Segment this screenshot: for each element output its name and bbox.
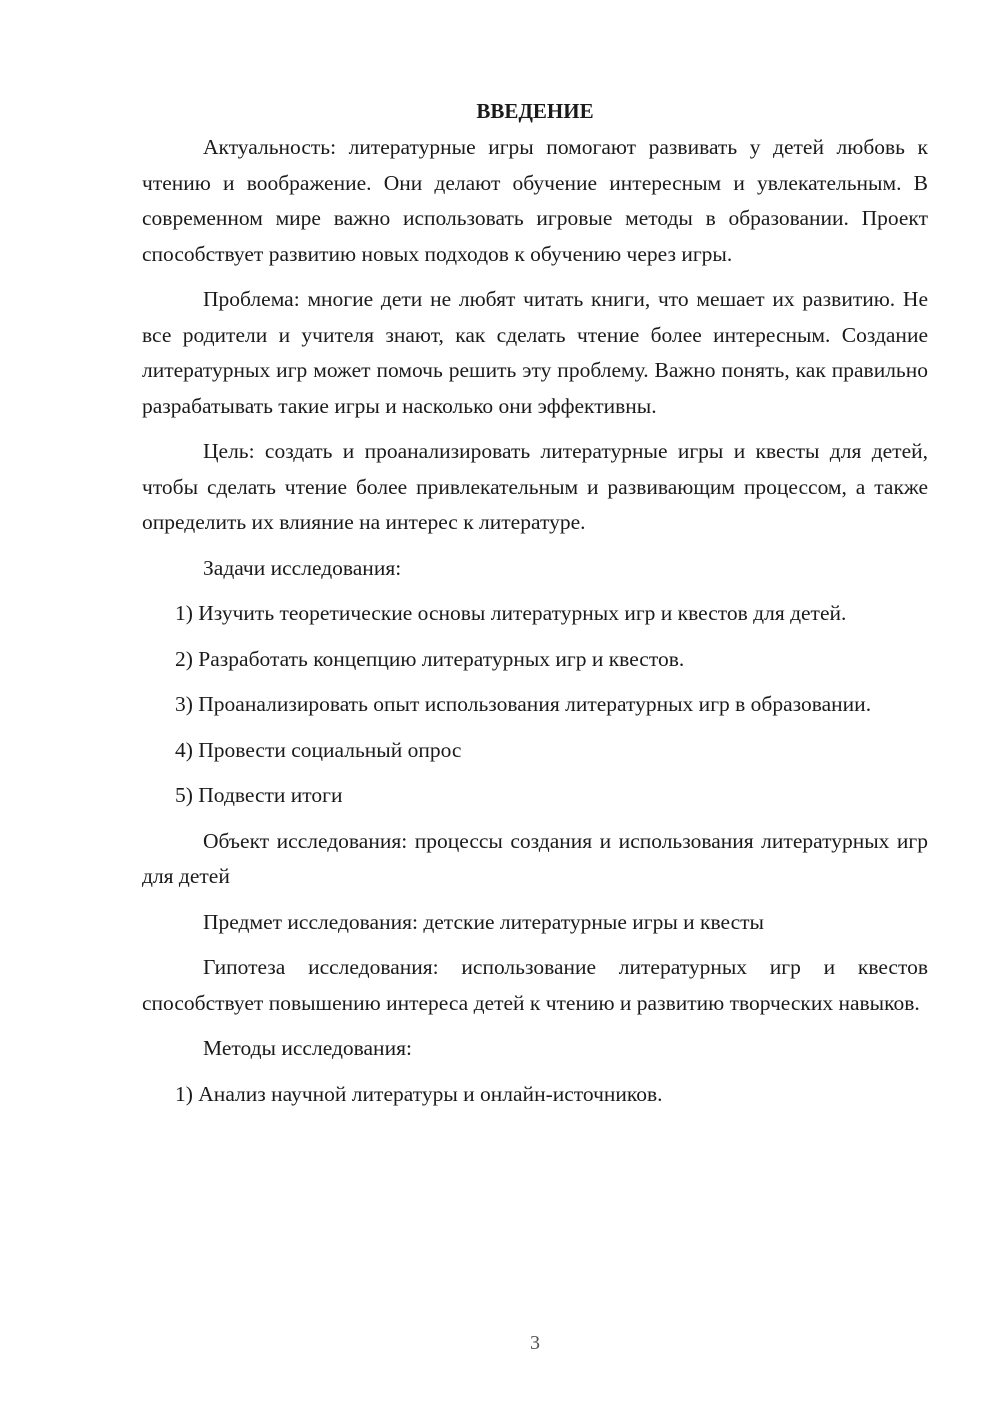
paragraph-goal: Цель: создать и проанализировать литературные игры и квесты для детей, чтобы сделать чтение более привлекательным и развивающим процессом, а также определить их влияние на интерес к литературе. [142, 439, 928, 534]
paragraph-relevance: Актуальность: литературные игры помогают развивать у детей любовь к чтению и воображение. Они делают обучение интересным и увлекательным. В современном мире важно использовать игровые методы в образовании. Проект способствует развитию новых подходов к обучению через игры. [142, 135, 928, 266]
task-item-4: 4) Провести социальный опрос [175, 737, 462, 762]
method-item-1: 1) Анализ научной литературы и онлайн-источников. [175, 1081, 663, 1106]
paragraph-subject: Предмет исследования: детские литературные игры и квесты [203, 909, 764, 934]
task-item-2: 2) Разработать концепцию литературных игр и квестов. [175, 646, 685, 671]
paragraph-problem: Проблема: многие дети не любят читать книги, что мешает их развитию. Не все родители и учителя знают, как сделать чтение более интересным. Создание литературных игр может помочь решить эту проблему. Важно понять, как правильно разрабатывать такие игры и насколько они эффективны. [142, 287, 928, 418]
task-item-5: 5) Подвести итоги [175, 783, 343, 807]
page-number: 3 [530, 1332, 540, 1354]
section-title: ВВЕДЕНИЕ [476, 99, 594, 123]
paragraph-hypothesis: Гипотеза исследования: использование литературных игр и квестов способствует повышению интереса детей к чтению и развитию творческих навыков. [142, 955, 928, 1015]
paragraph-methods-heading: Методы исследования: [203, 1036, 412, 1060]
document-page [142, 96, 928, 1122]
paragraph-object: Объект исследования: процессы создания и использования литературных игр для детей [142, 828, 928, 888]
paragraph-tasks-heading: Задачи исследования: [203, 555, 402, 580]
task-item-3: 3) Проанализировать опыт использования литературных игр в образовании. [175, 692, 872, 716]
task-item-1: 1) Изучить теоретические основы литературных игр и квестов для детей. [175, 601, 847, 625]
